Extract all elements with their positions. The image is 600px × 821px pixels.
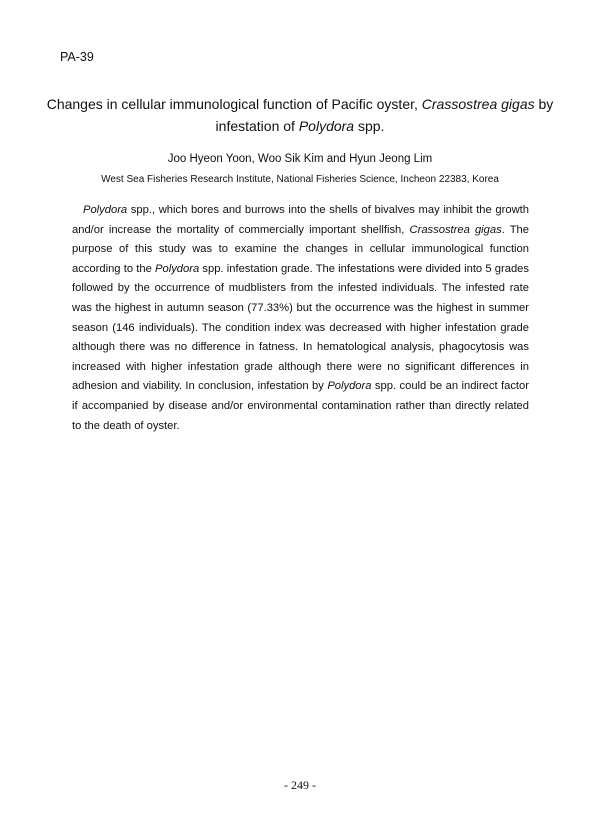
page-number: - 249 - — [284, 778, 316, 792]
title-genus: Polydora — [298, 118, 355, 134]
abstract-italic-4: Polydora — [327, 380, 372, 393]
abstract-text-1: spp., which bores and burrows into the shells of bivalves may inhibit the growth and/or increase the mortality of commercially important shellfish, — [72, 204, 529, 236]
abstract-italic-2: Crassostrea gigas — [409, 223, 502, 236]
abstract-code: PA-39 — [60, 50, 94, 64]
author-list: Joo Hyeon Yoon, Woo Sik Kim and Hyun Jeong Lim — [167, 153, 433, 165]
abstract-italic-3: Polydora — [155, 262, 200, 275]
abstract-body — [72, 201, 529, 436]
abstract-text-4: spp. could be an indirect factor if accompanied by disease and/or environmental contamination rather than directly related to the death of oyster. — [72, 380, 529, 432]
title-text-3: spp. — [354, 118, 385, 134]
abstract-text-2: . The purpose of this study was to examine the changes in cellular immunological function according to the — [72, 223, 529, 275]
abstract-title — [40, 93, 560, 137]
affiliation: West Sea Fisheries Research Institute, National Fisheries Science, Incheon 22383, Korea — [101, 174, 499, 185]
title-species: Crassostrea gigas — [421, 96, 535, 112]
abstract-italic-1: Polydora — [83, 204, 128, 216]
title-text-1: Changes in cellular immunological function of Pacific oyster, — [46, 96, 422, 112]
title-text-2: by infestation of — [215, 96, 554, 134]
abstract-text-3: spp. infestation grade. The infestations were divided into 5 grades followed by the occurrence of mudblisters from the infested individuals. The infested rate was the highest in autumn season (77.33%) but the occurrence was the highest in summer season (146 individuals). The condition index was decreased with higher infestation grade although there was no difference in fatness. In hematological analysis, phagocytosis was increased with higher infestation grade although there were no significant differences in adhesion and viability. In conclusion, infestation by — [72, 262, 529, 393]
